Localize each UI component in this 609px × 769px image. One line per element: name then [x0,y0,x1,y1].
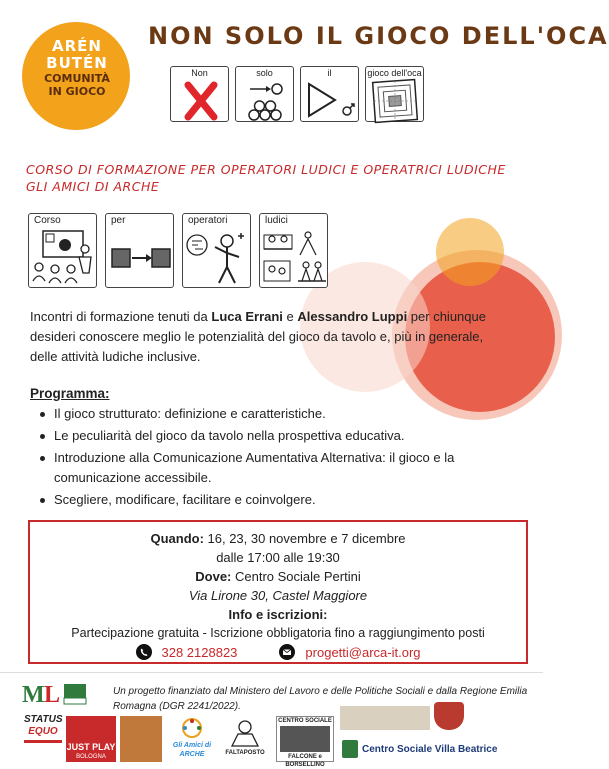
meeple-icon [220,718,270,748]
svg-text:L: L [44,682,61,708]
course-icon [29,227,98,289]
svg-text:M: M [22,682,45,708]
article-il-icon [301,79,360,123]
course-pictogram-row [28,213,328,288]
logo-line-2: BUTÉN [46,54,108,72]
sandro-pertini-logo [340,706,430,730]
pictogram-per [105,213,174,288]
operator-icon [183,227,252,289]
pictogram-label: per [111,215,126,226]
contacts-row [30,644,526,660]
time-row: dalle 17:00 alle 19:30 [216,550,340,565]
decor-circle-small [436,218,504,286]
goose-game-board-icon [366,79,425,123]
where-value: Centro Sociale Pertini [231,569,361,584]
pictogram-label: Corso [34,215,61,226]
play-icon [260,227,329,289]
participation-row: Partecipazione gratuita - Iscrizione obbligatoria fino a raggiungimento posti [71,626,485,640]
equo-text: EQUO [28,726,58,737]
pictogram-operatori [182,213,251,288]
pictogram-corso [28,213,97,288]
status-equo-logo [24,714,62,743]
trainer-name: Alessandro Luppi [297,309,408,324]
when-label: Quando: [150,531,204,546]
phone-number[interactable]: 328 2128823 [161,644,238,660]
faltaposto-text: FALTAPOSTO [225,750,265,756]
falcone-photo [280,726,330,752]
villa-beatrice-mark [342,740,358,758]
pictogram-label: il [327,68,332,78]
page-title: NON SOLO IL GIOCO DELL'OCA [148,22,609,50]
pictogram-label: ludici [265,215,288,226]
people-circle-icon [170,716,214,738]
falcone-text: FALCONE e BORSELLINO [285,754,325,768]
pictogram-label: Non [191,68,208,78]
phone-icon [136,644,152,660]
program-heading: Programma: [30,386,110,401]
pictogram-gioco-oca [365,66,424,122]
program-list [40,404,510,512]
intro-text: Incontri di formazione tenuti da [30,309,212,324]
logo-line-4: IN GIOCO [48,85,106,98]
intro-text: per chiunque desideri conoscere meglio le potenzialità del gioco da tavolo e, più in generale, delle attività ludiche inclusive. [30,309,486,364]
castel-maggiore-crest [434,702,464,730]
email-icon [279,644,295,660]
pictogram-label: operatori [188,215,228,226]
info-label: Info e iscrizioni: [228,607,328,622]
when-row [30,529,526,548]
pictogram-solo [235,66,294,122]
list-item: Il gioco strutturato: definizione e caratteristiche. [40,404,510,424]
status-text: STATUS [24,714,63,725]
intro-paragraph [30,307,500,367]
intro-text: e [282,309,298,324]
centro-text: CENTRO SOCIALE [278,718,332,724]
logo [34,38,120,98]
status-underline [24,740,62,743]
villa-beatrice-text: Centro Sociale Villa Beatrice [362,743,498,755]
for-arrow-icon [106,227,175,289]
pictogram-label: solo [256,68,273,78]
list-item: Le peculiarità del gioco da tavolo nella prospettiva educativa. [40,426,510,446]
amici-text: Gli Amici di ARCHE [172,742,212,758]
where-label: Dove: [195,569,232,584]
when-value: 16, 23, 30 novembre e 7 dicembre [203,531,406,546]
building-logo [120,716,162,762]
funding-text: Un progetto finanziato dal Ministero del Lavoro e delle Politiche Sociali e dalla Regione Emilia Romagna (DGR 2241/2022). [113,686,528,712]
email-address[interactable]: progetti@arca-it.org [305,644,421,660]
only-one-icon [236,79,295,123]
pictogram-il [300,66,359,122]
villa-beatrice-logo [342,736,532,762]
trainer-name: Luca Errani [211,309,283,324]
just-play-text: JUST PLAY [66,742,116,752]
phone-contact[interactable] [136,644,238,660]
where-row [30,567,526,586]
footer-divider [0,672,543,673]
logo-line-3: COMUNITÀ [44,72,110,85]
address-row: Via Lirone 30, Castel Maggiore [188,588,368,603]
title-pictogram-row [170,66,424,122]
ministry-logo [20,680,90,712]
just-play-logo [66,716,116,762]
course-subtitle: CORSO DI FORMAZIONE PER OPERATORI LUDICI E OPERATRICI LUDICHE GLI AMICI DI ARCHE [26,162,506,194]
pictogram-label: gioco dell'oca [367,68,422,78]
logo-line-1: ARÉN [52,37,102,55]
gli-amici-di-arche-logo [170,716,214,762]
list-item: Introduzione alla Comunicazione Aumentativa Alternativa: il gioco e la comunicazione accessibile. [40,448,510,488]
pictogram-non [170,66,229,122]
info-box [28,520,528,664]
list-item: Scegliere, modificare, facilitare e coinvolgere. [40,490,510,510]
cross-icon [171,79,230,123]
faltaposto-logo [220,718,270,762]
just-play-sub: BOLOGNA [76,754,106,760]
email-contact[interactable] [279,644,420,660]
centro-sociale-falcone-logo [276,716,334,768]
pictogram-ludici [259,213,328,288]
